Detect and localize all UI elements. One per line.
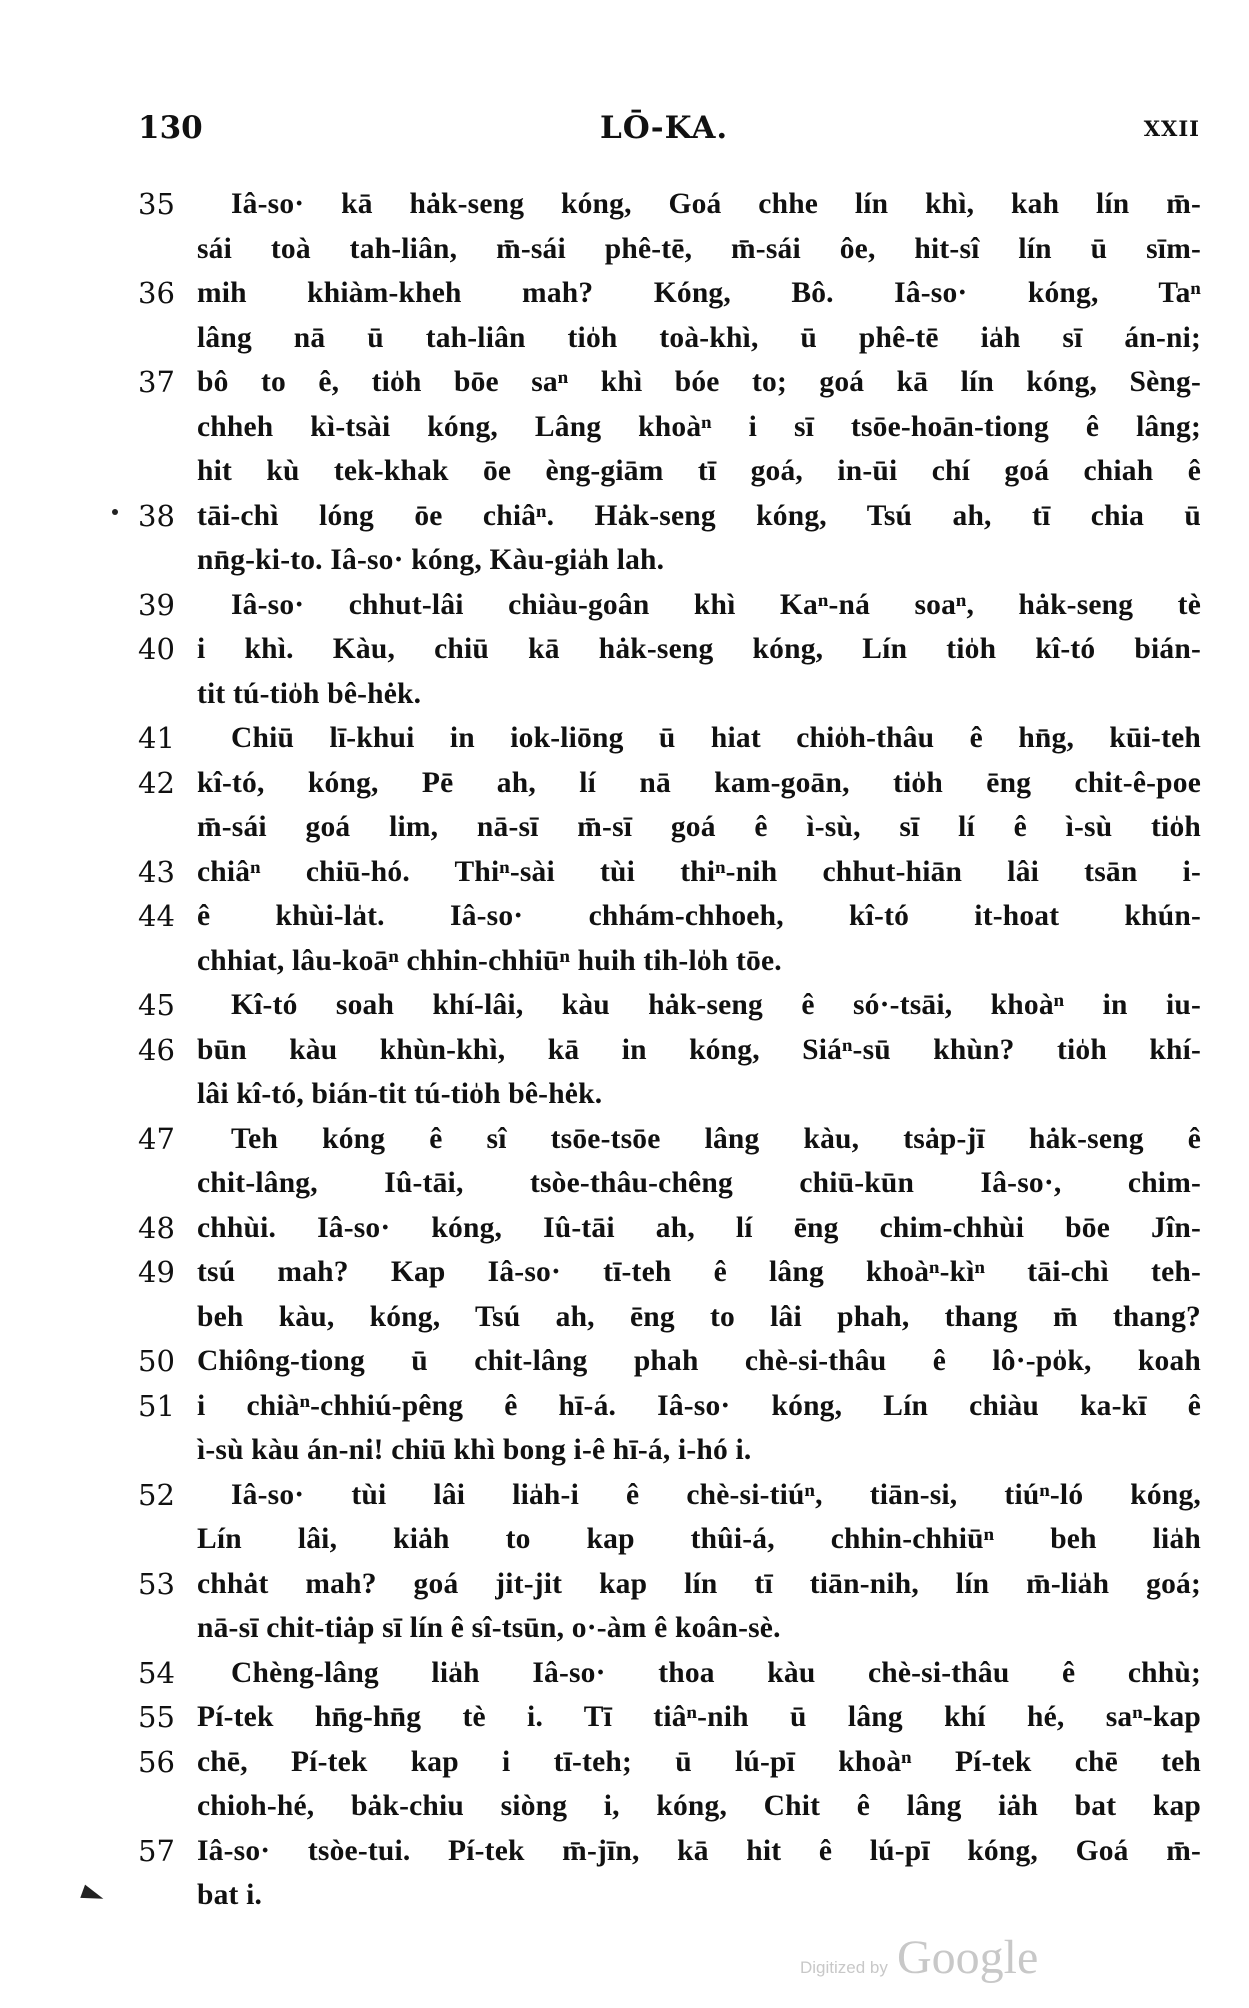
verse-number: 44	[138, 899, 175, 933]
line-text: chhùi. Iâ-so· kóng, Iû-tāi ah, lí ēng chim-chhùi bōe Jîn-	[197, 1211, 1201, 1244]
line-text: mih khiàm-kheh mah? Kóng, Bô. Iâ-so· kóng, Taⁿ	[197, 277, 1201, 309]
line-text: i khì. Kàu, chiū kā hȧk-seng kóng, Lín tio̍h kî-tó bián-	[197, 633, 1201, 665]
line-text: i chiàⁿ-chhiú-pêng ê hī-á. Iâ-so· kóng, Lín chiàu ka-kī ê	[197, 1389, 1201, 1422]
line-text: hit kù tek-khak ōe èng-giām tī goá, in-ūi chí goá chiah ê	[197, 455, 1201, 487]
text-line	[0, 316, 1249, 361]
verse-number: 49	[138, 1255, 175, 1289]
line-text: Chiū lī-khui in iok-liōng ū hiat chio̍h-thâu ê hn̄g, kūi-teh	[231, 722, 1201, 754]
text-line	[0, 1562, 1249, 1607]
line-text: chhȧt mah? goá jit-jit kap lín tī tiān-nih, lín m̄-lia̍h goá;	[197, 1567, 1201, 1600]
text-line	[0, 449, 1249, 494]
text-line	[0, 1695, 1249, 1740]
line-text: chiâⁿ chiū-hó. Thiⁿ-sài tùi thiⁿ-nih chhut-hiān lâi tsān i-	[197, 855, 1201, 888]
line-text: kî-tó, kóng, Pē ah, lí nā kam-goān, tio̍h ēng chit-ê-poe	[197, 766, 1201, 799]
text-line	[0, 1161, 1249, 1206]
text-line	[0, 360, 1249, 405]
line-text: Kî-tó soah khí-lâi, kàu hȧk-seng ê só·-tsāi, khoàⁿ in iu-	[231, 989, 1201, 1021]
text-line	[0, 405, 1249, 450]
text-line	[0, 983, 1249, 1028]
verse-number: 56	[138, 1744, 175, 1779]
text-line	[0, 271, 1249, 316]
text-line	[0, 1829, 1249, 1874]
verse-number: 50	[138, 1344, 175, 1378]
line-text: lâi kî-tó, bián-tit tú-tio̍h bê-hėk.	[197, 1078, 603, 1110]
line-text: tāi-chì lóng ōe chiâⁿ. Hȧk-seng kóng, Tsú ah, tī chia ū	[197, 499, 1201, 532]
line-text: Iâ-so· tùi lâi lia̍h-i ê chè-si-tiúⁿ, tiān-si, tiúⁿ-ló kóng,	[231, 1478, 1201, 1511]
line-text: Chèng-lâng lia̍h Iâ-so· thoa kàu chè-si-thâu ê chhù;	[231, 1656, 1201, 1689]
line-text: bat i.	[197, 1879, 263, 1911]
running-title: LŌ-KA.	[600, 110, 729, 146]
line-text: nā-sī chit-tiȧp sī lín ê sî-tsūn, o·-àm ê koân-sè.	[197, 1612, 781, 1644]
chapter-number: XXII	[1143, 116, 1200, 141]
text-line	[0, 1072, 1249, 1117]
line-text: tsú mah? Kap Iâ-so· tī-teh ê lâng khoàⁿ-kìⁿ tāi-chì teh-	[197, 1256, 1201, 1288]
line-text: chē, Pí-tek kap i tī-teh; ū lú-pī khoàⁿ Pí-tek chē teh	[197, 1745, 1201, 1778]
verse-number: 41	[138, 721, 175, 755]
text-line	[0, 1606, 1249, 1651]
text-line	[0, 1339, 1249, 1384]
text-line	[0, 939, 1249, 984]
line-text: lâng nā ū tah-liân tio̍h toà-khì, ū phê-tē ia̍h sī án-ni;	[197, 321, 1201, 354]
text-line	[0, 182, 1249, 227]
text-line	[0, 1473, 1249, 1518]
line-text: ê khùi-la̍t. Iâ-so· chhám-chhoeh, kî-tó it-hoat khún-	[197, 900, 1201, 932]
text-line	[0, 1250, 1249, 1295]
text-line	[0, 1206, 1249, 1251]
line-text: Chiông-tiong ū chit-lâng phah chè-si-thâu ê lô·-po̍k, koah	[197, 1345, 1201, 1377]
text-line	[0, 716, 1249, 761]
verse-number: 53	[138, 1566, 175, 1601]
verse-number: 38	[138, 498, 175, 533]
verse-number: 40	[138, 632, 175, 666]
line-text: bô to ê, tio̍h bōe saⁿ khì bóe to; goá kā lín kóng, Sèng-	[197, 366, 1201, 398]
text-line	[0, 1651, 1249, 1696]
line-text: Teh kóng ê sî tsōe-tsōe lâng kàu, tsȧp-jī hȧk-seng ê	[231, 1122, 1201, 1155]
line-text: Iâ-so· tsòe-tui. Pí-tek m̄-jīn, kā hit ê lú-pī kóng, Goá m̄-	[197, 1834, 1201, 1867]
verse-number: 37	[138, 365, 175, 399]
line-text: chit-lâng, Iû-tāi, tsòe-thâu-chêng chiū-kūn Iâ-so·, chim-	[197, 1167, 1201, 1199]
line-text: ì-sù kàu án-ni! chiū khì bong i-ê hī-á, i-hó i.	[197, 1434, 752, 1466]
verse-number: 43	[138, 854, 175, 889]
verse-number: 45	[138, 988, 175, 1022]
text-line	[0, 1740, 1249, 1785]
line-text: nn̄g-ki-to. Iâ-so· kóng, Kàu-gia̍h lah.	[197, 544, 665, 576]
watermark-brand: Google	[896, 1931, 1039, 1984]
text-line	[0, 894, 1249, 939]
text-line	[0, 1873, 1249, 1918]
text-line	[0, 1428, 1249, 1473]
text-line	[0, 1384, 1249, 1429]
page-number: 130	[138, 110, 203, 146]
line-text: beh kàu, kóng, Tsú ah, ēng to lâi phah, thang m̄ thang?	[197, 1300, 1201, 1333]
text-line	[0, 1117, 1249, 1162]
text-line	[0, 627, 1249, 672]
verse-number: 35	[138, 187, 175, 221]
verse-number: 57	[138, 1833, 175, 1868]
text-body	[0, 182, 1249, 1918]
text-line	[0, 805, 1249, 850]
text-line	[0, 1295, 1249, 1340]
page-header	[138, 110, 1200, 150]
line-text: Iâ-so· chhut-lâi chiàu-goân khì Kaⁿ-ná soaⁿ, hȧk-seng tè	[231, 588, 1201, 621]
digitized-watermark	[800, 1930, 1038, 1985]
line-text: chioh-hé, bȧk-chiu siòng i, kóng, Chit ê lâng iȧh bat kap	[197, 1790, 1201, 1822]
text-line	[0, 1784, 1249, 1829]
text-line	[0, 1517, 1249, 1562]
text-line	[0, 494, 1249, 539]
line-text: chhiat, lâu-koāⁿ chhin-chhiūⁿ huih tih-lo̍h tōe.	[197, 944, 782, 977]
text-line	[0, 761, 1249, 806]
line-text: m̄-sái goá lim, nā-sī m̄-sī goá ê ì-sù, sī lí ê ì-sù tio̍h	[197, 811, 1201, 843]
verse-number: 46	[138, 1032, 175, 1067]
text-line	[0, 850, 1249, 895]
watermark-prefix: Digitized by	[800, 1958, 888, 1977]
verse-number: 52	[138, 1477, 175, 1512]
line-text: tit tú-tio̍h bê-hėk.	[197, 677, 422, 710]
text-line	[0, 1028, 1249, 1073]
text-line	[0, 538, 1249, 583]
line-text: būn kàu khùn-khì, kā in kóng, Siáⁿ-sū khùn? tio̍h khí-	[197, 1033, 1201, 1066]
line-text: Pí-tek hn̄g-hn̄g tè i. Tī tiâⁿ-nih ū lâng khí hé, saⁿ-kap	[197, 1701, 1201, 1733]
verse-number: 39	[138, 587, 175, 622]
text-line	[0, 583, 1249, 628]
text-line	[0, 227, 1249, 272]
line-text: Lín lâi, kiȧh to kap thûi-á, chhin-chhiūⁿ beh lia̍h	[197, 1523, 1201, 1555]
verse-number: 48	[138, 1210, 175, 1245]
verse-number: 55	[138, 1700, 175, 1734]
verse-number: 42	[138, 765, 175, 800]
line-text: chheh kì-tsài kóng, Lâng khoàⁿ i sī tsōe-hoān-tiong ê lâng;	[197, 410, 1201, 443]
verse-number: 36	[138, 276, 175, 310]
verse-number: 51	[138, 1388, 175, 1423]
text-line	[0, 672, 1249, 717]
line-text: Iâ-so· kā hȧk-seng kóng, Goá chhe lín khì, kah lín m̄-	[231, 188, 1201, 220]
line-text: sái toà tah-liân, m̄-sái phê-tē, m̄-sái ôe, hit-sî lín ū sīm-	[197, 232, 1201, 265]
verse-number: 54	[138, 1655, 175, 1690]
verse-number: 47	[138, 1121, 175, 1156]
